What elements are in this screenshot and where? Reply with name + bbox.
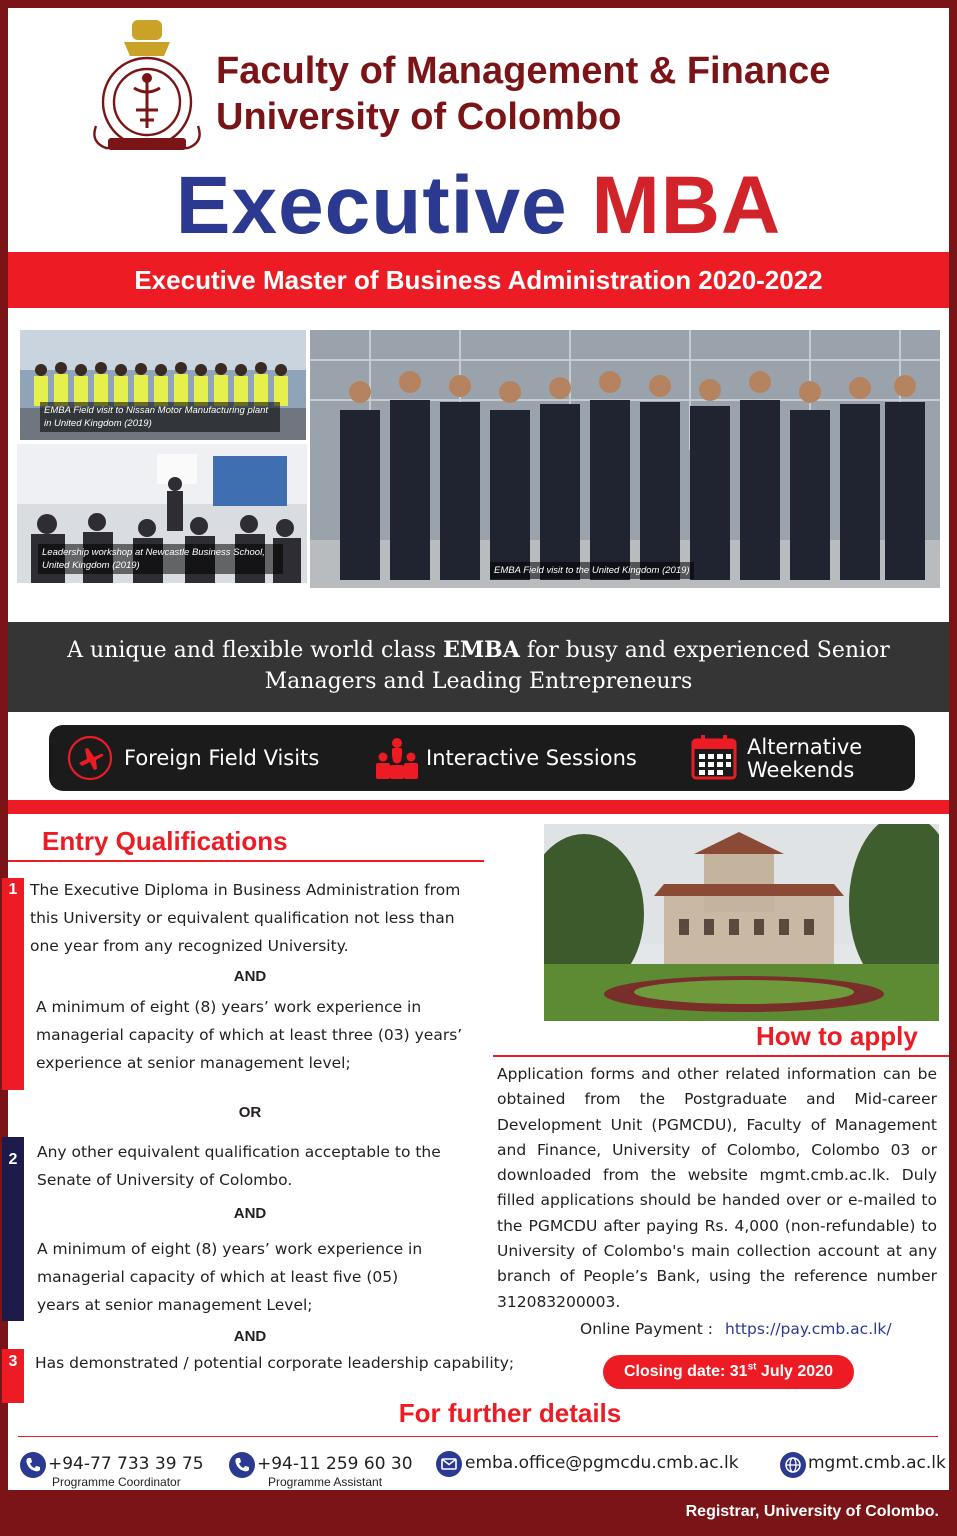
tagline-part1: A unique and flexible world class	[67, 638, 444, 663]
online-payment-label: Online Payment :	[580, 1320, 713, 1338]
closing-date-prefix: Closing date: 31	[624, 1363, 748, 1380]
contact-website[interactable]: mgmt.cmb.ac.lk	[808, 1453, 946, 1473]
photo-uk-field-visit-group	[310, 330, 940, 588]
calendar-icon	[691, 734, 737, 785]
tagline-emphasis: EMBA	[443, 637, 520, 663]
connector-and-2: AND	[233, 1205, 267, 1222]
features-bar	[49, 725, 915, 791]
programme-title	[0, 158, 957, 254]
criterion-1-qualification: The Executive Diploma in Business Administration from this University or equivalent qualification not less than one year from any recognized University.	[30, 881, 461, 955]
programme-banner: Executive Master of Business Administration 2020-2022	[8, 252, 949, 308]
coordinator-phone[interactable]: +94-77 733 39 75	[48, 1454, 204, 1474]
criterion-2-number: 2	[8, 1151, 18, 1168]
faculty-name: Faculty of Management & Finance	[216, 50, 831, 92]
criterion-2-qualification: Any other equivalent qualification acceptable to the Senate of University of Colombo.	[37, 1143, 441, 1189]
email-icon	[436, 1451, 462, 1477]
application-instructions: Application forms and other related information can be obtained from the Postgraduate and Mid-career Development Unit (PGMCDU), Faculty of Management and Finance, University of Colombo, Colombo 03 or downloaded from the website mgmt.cmb.ac.lk. Duly filled applications should be handed over or e-mailed to the PGMCDU after paying Rs. 4,000 (non-refundable) to University of Colombo's main collection account at any branch of People’s Bank, using the reference number 312083200003.	[497, 1065, 937, 1311]
assistant-role: Programme Assistant	[268, 1475, 383, 1489]
closing-date-badge	[603, 1355, 854, 1389]
photo-campus-building	[544, 824, 939, 1021]
contact-email[interactable]: emba.office@pgmcdu.cmb.ac.lk	[465, 1453, 739, 1473]
entry-qualifications-heading: Entry Qualifications	[42, 826, 288, 856]
tagline-part2: for busy and experienced Senior Managers and Leading Entrepreneurs	[264, 638, 890, 694]
phone-icon	[20, 1452, 46, 1478]
criterion-3-leadership: Has demonstrated / potential corporate leadership capability;	[35, 1354, 515, 1372]
top-border	[0, 0, 957, 8]
entry-heading-underline	[8, 860, 484, 862]
feature-label-alternative: Alternative	[747, 735, 863, 759]
tagline-band	[8, 622, 949, 712]
closing-date-ordinal: st	[747, 1361, 757, 1373]
section-divider	[8, 800, 949, 814]
criterion-1-number: 1	[8, 881, 18, 898]
how-to-apply-heading: How to apply	[756, 1021, 918, 1051]
title-mba: MBA	[591, 160, 782, 251]
title-executive: Executive	[175, 160, 568, 251]
caption-uk-field-visit: EMBA Field visit to the United Kingdom (2019)	[490, 562, 694, 579]
feature-label-interactive-sessions: Interactive Sessions	[426, 746, 637, 770]
feature-label-weekends: Weekends	[747, 758, 855, 782]
criterion-1-experience: A minimum of eight (8) years’ work experience in managerial capacity of which at least three (03) years’ experience at senior management level;	[36, 998, 463, 1072]
university-name: University of Colombo	[216, 96, 622, 138]
assistant-phone[interactable]: +94-11 259 60 30	[257, 1454, 413, 1474]
further-details-heading: For further details	[398, 1398, 622, 1428]
connector-and-1: AND	[233, 968, 267, 985]
caption-leadership-workshop: Leadership workshop at Newcastle Business School, United Kingdom (2019)	[38, 544, 283, 574]
feature-label-field-visits: Foreign Field Visits	[124, 746, 320, 770]
caption-nissan-visit: EMBA Field visit to Nissan Motor Manufacturing plant in United Kingdom (2019)	[40, 402, 280, 432]
connector-or: OR	[238, 1104, 262, 1121]
coordinator-role: Programme Coordinator	[52, 1475, 181, 1489]
further-details-divider	[18, 1436, 938, 1437]
criterion-2-experience: A minimum of eight (8) years’ work experience in managerial capacity of which at least five (05) years at senior management Level;	[37, 1240, 423, 1314]
globe-icon	[780, 1452, 806, 1478]
people-icon	[375, 735, 419, 786]
closing-date-suffix: July 2020	[756, 1363, 833, 1380]
university-crest-logo	[88, 16, 206, 158]
online-payment-link[interactable]: https://pay.cmb.ac.lk/	[725, 1320, 892, 1338]
registrar-signature: Registrar, University of Colombo.	[685, 1503, 939, 1520]
connector-and-3: AND	[233, 1328, 267, 1345]
phone-icon	[229, 1452, 255, 1478]
airplane-icon	[67, 735, 113, 786]
apply-heading-underline	[493, 1055, 949, 1057]
criterion-1-bar	[2, 878, 24, 1090]
criterion-3-number: 3	[8, 1353, 18, 1370]
